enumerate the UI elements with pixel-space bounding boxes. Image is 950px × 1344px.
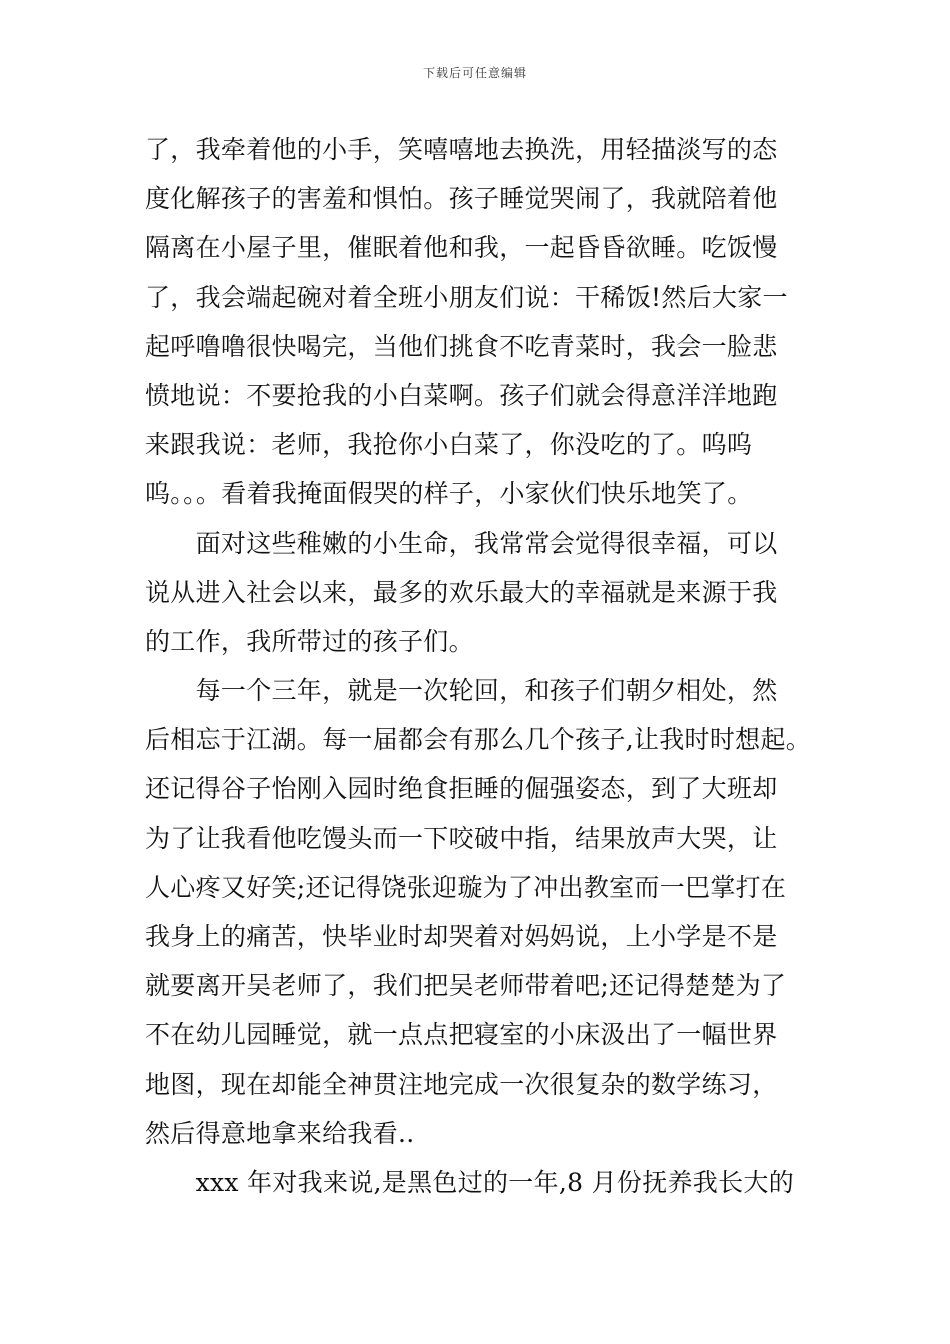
page-header: 下载后可任意编辑 [422,66,527,80]
text-line: 我身上的痛苦，快毕业时却哭着对妈妈说，上小学是不是 [145,922,778,951]
text-line: 愤地说：不要抢我的小白菜啊。孩子们就会得意洋洋地跑 [145,380,778,410]
text-line: 还记得谷子怡刚入园时绝食拒睡的倔强姿态，到了大班却 [145,774,778,804]
text-line: 了，我会端起碗对着全班小朋友们说：干稀饭!然后大家一 [145,282,788,312]
text-line: 就要离开吴老师了，我们把吴老师带着吧;还记得楚楚为了 [145,971,787,1001]
text-line: 了，我牵着他的小手，笑嘻嘻地去换洗，用轻描淡写的态 [145,135,778,164]
text-line: 面对这些稚嫩的小生命，我常常会觉得很幸福，可以 [145,528,778,558]
text-line: 后相忘于江湖。每一届都会有那么几个孩子,让我时时想起。 [145,725,812,755]
text-line: 地图，现在却能全神贯注地完成一次很复杂的数学练习， [145,1069,778,1099]
text-line: 每一个三年，就是一次轮回，和孩子们朝夕相处，然 [145,676,778,706]
text-line: 起呼噜噜很快喝完，当他们挑食不吃青菜时，我会一脸悲 [145,331,778,361]
text-line: xxx 年对我来说,是黑色过的一年,8 月份抚养我长大的 [145,1167,794,1197]
text-line: 为了让我看他吃馒头而一下咬破中指，结果放声大哭，让 [145,823,778,853]
text-line: 来跟我说：老师，我抢你小白菜了，你没吃的了。呜呜 [145,430,753,460]
text-line: 然后得意地拿来给我看.. [145,1118,415,1148]
document-body [145,125,825,1207]
text-line: 人心疼又好笑;还记得饶张迎璇为了冲出教室而一巴掌打在 [145,872,787,902]
text-line: 的工作，我所带过的孩子们。 [145,626,474,656]
text-line: 说从进入社会以来，最多的欢乐最大的幸福就是来源于我 [145,577,778,607]
text-line: 不在幼儿园睡觉，就一点点把寝室的小床汲出了一幅世界 [145,1020,778,1050]
text-line: 度化解孩子的害羞和惧怕。孩子睡觉哭闹了，我就陪着他 [145,184,778,214]
text-line: 呜。。。看着我掩面假哭的样子，小家伙们快乐地笑了。 [145,479,753,509]
text-line: 隔离在小屋子里，催眠着他和我，一起昏昏欲睡。吃饭慢 [145,233,778,263]
